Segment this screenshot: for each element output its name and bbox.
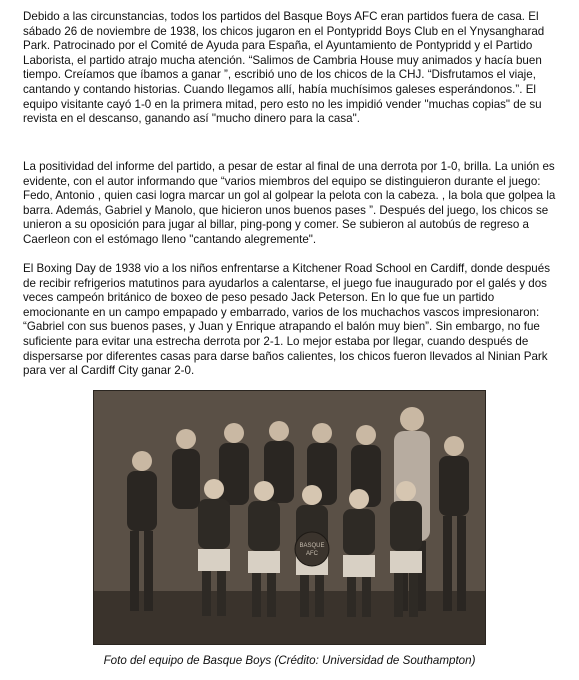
- ball-lettering: BASQUE: [299, 543, 325, 549]
- paragraph-3: El Boxing Day de 1938 vio a los niños enfrentarse a Kitchener Road School en Cardiff, donde después de recibir refrigerios matutinos para ayudarlos a calentarse, el juego fue inaugurado por el galés y dos veces campeón británico de boxeo de peso pesado Jack Peterson. En lo que fue un partido emocionante en un campo empapado y embarrado, varios de los muchachos vascos impresionaron: “Gabriel con sus buenos pases, y Juan y Enrique atrapando el balón muy bien”. Sin embargo, no fue suficiente para evitar una estrecha derrota por 2-1. Lo mejor estaba por llegar, cuando después de dispersarse por diferentes casas para darse baños calientes, los chicos fueron llevados al Ninian Park para ver al Cardiff City ganar 2-0.: [23, 262, 550, 378]
- team-photo: [93, 390, 486, 645]
- paragraph-1: Debido a las circunstancias, todos los partidos del Basque Boys AFC eran partidos fuera de casa. El sábado 26 de noviembre de 1938, los chicos jugaron en el Pontypridd Boys Club en el Ynysangharad Park. Patrocinado por el Comité de Ayuda para España, el Ayuntamiento de Pontypridd y el Partido Laborista, el partido atrajo mucha atención. “Salimos de Cambria House muy animados y hacía buen tiempo. Creíamos que íbamos a ganar ”, escribió uno de los chicos de la CHJ. “Disfrutamos el viaje, cantando y contando historias. Cuando llegamos allí, había muchísimos galeses esperándonos.”. El equipo visitante cayó 1-0 en la primera mitad, pero esto no les impidió vender "muchas copias" de su revista en el descanso, ganando así "mucho dinero para la casa".: [23, 10, 545, 126]
- photo-caption: Foto del equipo de Basque Boys (Crédito: Universidad de Southampton): [103, 654, 476, 667]
- paragraph-2: La positividad del informe del partido, a pesar de estar al final de una derrota por 1-0, brilla. La unión es evidente, con el autor informando que “varios miembros del equipo se distinguieron durante el juego: Fedo, Antonio , quien casi logra marcar un gol al golpear la pelota con la cabeza. , la bola que golpea la barra. Además, Gabriel y Manolo, que hicieron unos buenos pases ”. Después del juego, los chicos se unieron a su oposición para jugar al billar, ping-pong y comer. Se subieron al autobús de regreso a Caerleon con el estómago lleno "cantando alegremente".: [23, 160, 556, 246]
- svg-text:AFC: AFC: [306, 551, 318, 557]
